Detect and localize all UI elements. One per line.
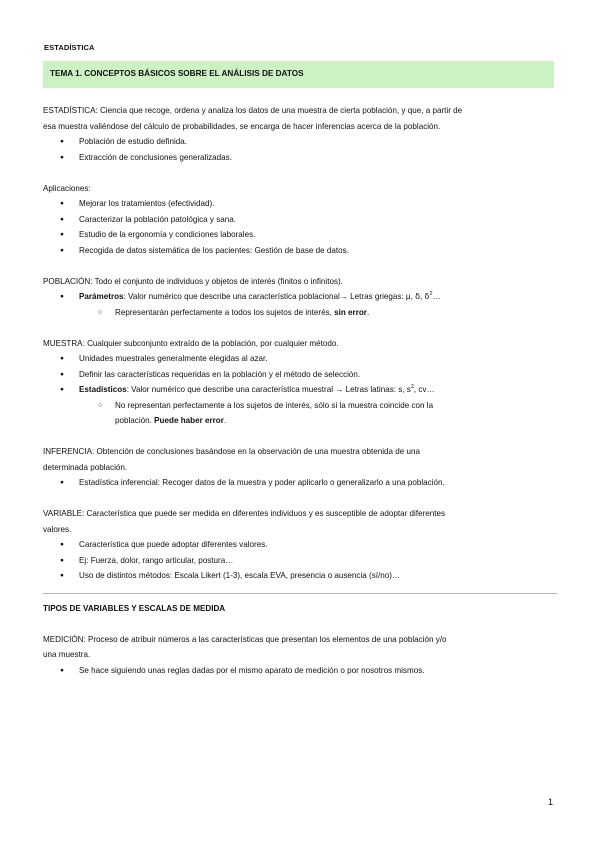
variable-definition-line: valores. (43, 524, 72, 534)
inferencia-definition-line: INFERENCIA: Obtención de conclusiones basándose en la observación de una muestra obtenida de una (43, 447, 421, 456)
list-item: ● Uso de distintos métodos: Escala Likert (1-3), escala EVA, presencia o ausencia (sí/no)… (43, 568, 557, 584)
variable-list (43, 537, 557, 584)
aplicaciones-list (43, 196, 557, 258)
list-item: ● Población de estudio definida. (43, 134, 557, 150)
header-label: ESTADÍSTICA (44, 43, 95, 52)
document-body (43, 103, 557, 678)
aplicaciones-heading: Aplicaciones: (43, 183, 91, 193)
inferencia-list (43, 475, 557, 491)
sub-bold: Puede haber error (154, 416, 224, 425)
parametros-end: … (432, 292, 441, 301)
topic-title-band (43, 61, 554, 88)
list-item: ● Definir las características requeridas en la población y el método de selección. (43, 367, 557, 383)
sub-bold: sin error (334, 307, 367, 317)
list-item: ● Unidades muestrales generalmente elegidas al azar. (43, 351, 557, 367)
estadisticos-text: : Valor numérico que describe una característica muestral → Letras latinas: s, s (126, 385, 411, 394)
list-item: ● Ej: Fuerza, dolor, rango articular, postura… (43, 553, 557, 569)
estadistica-definition-line: esa muestra valiéndose del cálculo de probabilidades, se encarga de hacer inferencias acerca de la población. (43, 121, 441, 131)
medicion-definition-line: una muestra. (43, 650, 91, 659)
sub-end: . (223, 416, 227, 425)
list-item (43, 382, 557, 429)
muestra-sublist (43, 398, 557, 429)
list-item (43, 398, 557, 429)
inferencia-definition-line: determinada población. (43, 462, 128, 472)
list-item: ● Extracción de conclusiones generalizadas. (43, 150, 557, 166)
sub-line: población. (115, 416, 155, 425)
sub-line: No representan perfectamente a los sujetos de interés, sólo si la muestra coincide con la (115, 400, 434, 410)
estadistica-list (43, 134, 557, 165)
medicion-definition-line: MEDICIÓN: Proceso de atribuir números a las características que presentan los elementos de una población y/o (43, 634, 447, 644)
parametros-label: Parámetros (79, 292, 124, 301)
parametros-text: : Valor numérico que describe una característica poblacional→ Letras griegas: μ, ẟ, ẟ (123, 292, 430, 301)
list-item (43, 305, 557, 321)
list-item: ● Se hace siguiendo unas reglas dadas por el mismo aparato de medición o por nosotros mismos. (43, 663, 557, 679)
muestra-list (43, 351, 557, 429)
medicion-list (43, 663, 557, 679)
estadistica-definition-line: ESTADÍSTICA: Ciencia que recoge, ordena y analiza los datos de una muestra de cierta población, y que, a partir de (43, 106, 463, 115)
list-item: ● Mejorar los tratamientos (efectividad). (43, 196, 557, 212)
list-item (43, 289, 557, 320)
variable-definition-line: VARIABLE: Característica que puede ser medida en diferentes individuos y es susceptible de adoptar diferentes (43, 509, 446, 518)
poblacion-list (43, 289, 557, 320)
estadisticos-label: Estadísticos (79, 385, 127, 394)
section-title: TIPOS DE VARIABLES Y ESCALAS DE MEDIDA (43, 603, 226, 613)
muestra-definition: MUESTRA: Cualquier subconjunto extraído de la población, por cualquier método. (43, 338, 339, 348)
poblacion-definition: POBLACIÓN: Todo el conjunto de individuos y objetos de interés (finitos o infinitos). (43, 276, 343, 286)
list-item: ● Caracterizar la población patológica y sana. (43, 212, 557, 228)
poblacion-sublist (43, 305, 557, 321)
superscript: 2 (410, 384, 414, 390)
page-number: 1 (548, 797, 554, 807)
section-divider (43, 593, 557, 594)
list-item: ● Estadística inferencial: Recoger datos de la muestra y poder aplicarlo o generalizarlo a una población. (43, 475, 557, 491)
list-item: ● Característica que puede adoptar diferentes valores. (43, 537, 557, 553)
estadisticos-end: , cv… (413, 385, 435, 394)
topic-title: TEMA 1. CONCEPTOS BÁSICOS SOBRE EL ANÁLISIS DE DATOS (50, 69, 304, 78)
list-item: ● Estudio de la ergonomía y condiciones laborales. (43, 227, 557, 243)
superscript: 2 (429, 291, 433, 297)
sub-text: Representarán perfectamente a todos los sujetos de interés, (115, 307, 335, 317)
list-item: ● Recogida de datos sistemática de los pacientes: Gestión de base de datos. (43, 243, 557, 259)
sub-end: . (366, 307, 370, 317)
